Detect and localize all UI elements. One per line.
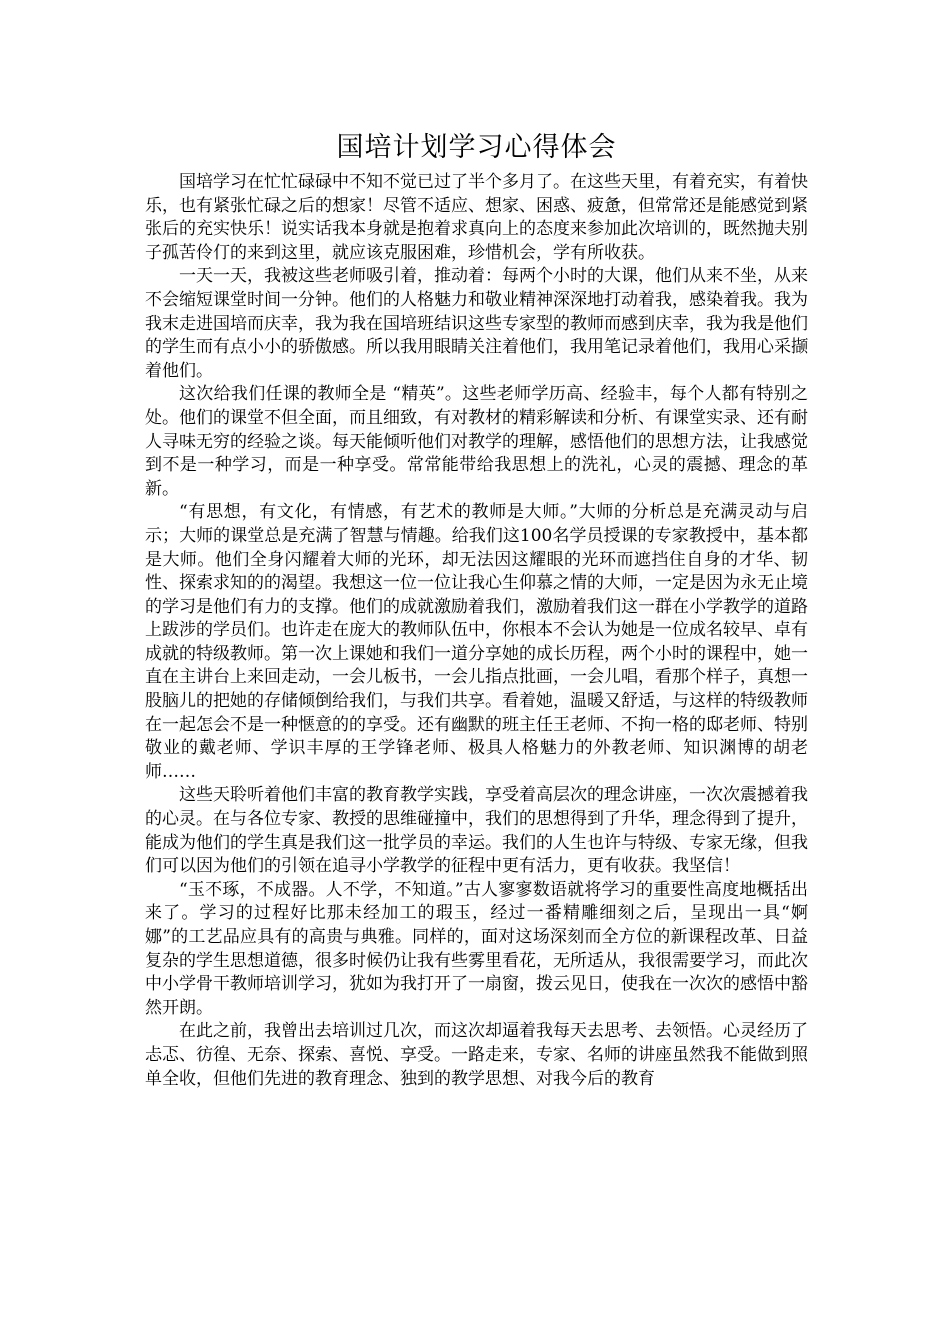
paragraph-1: 国培学习在忙忙碌碌中不知不觉已过了半个多月了。在这些天里，有着充实，有着快乐，也有紧张忙碌之后的想家！尽管不适应、想家、困惑、疲惫，但常常还是能感觉到紧张后的充实快乐！说实话我本身就是抱着求真向上的态度来参加此次培训的，既然抛夫别子孤苦伶仃的来到这里，就应该克服困难，珍惜机会，学有所收获。 [145,172,808,263]
document-title: 国培计划学习心得体会 [336,132,617,163]
paragraph-2: 一天一天，我被这些老师吸引着，推动着：每两个小时的大课，他们从来不坐，从来不会缩短课堂时间一分钟。他们的人格魅力和敬业精神深深地打动着我，感染着我。我为我末走进国培而庆幸，我为我在国培班结识这些专家型的教师而感到庆幸，我为我是他们的学生而有点小小的骄傲感。所以我用眼睛关注着他们，我用笔记录着他们，我用心采撷着他们。 [145,266,808,381]
paragraph-3: 这次给我们任课的教师全是 “精英”。这些老师学历高、经验丰，每个人都有特别之处。他们的课堂不但全面，而且细致，有对教材的精彩解读和分析、有课堂实录、还有耐人寻味无穷的经验之谈。每天能倾听他们对教学的理解，感悟他们的思想方法，让我感觉到不是一种学习，而是一种享受。常常能带给我思想上的洗礼，心灵的震撼、理念的革新。 [145,384,808,499]
document-page [145,128,808,1091]
paragraph-5: 这些天聆听着他们丰富的教育教学实践，享受着高层次的理念讲座，一次次震撼着我的心灵。在与各位专家、教授的思维碰撞中，我们的思想得到了升华，理念得到了提升，能成为他们的学生真是我们这一批学员的幸运。我们的人生也许与特级、专家无缘，但我们可以因为他们的引领在追寻小学教学的征程中更有活力，更有收获。我坚信！ [145,785,808,877]
paragraph-4: “有思想，有文化，有情感，有艺术的教师是大师。”大师的分析总是充满灵动与启示；大师的课堂总是充满了智慧与情趣。给我们这100名学员授课的专家教授中，基本都是大师。他们全身闪耀着大师的光环，却无法因这耀眼的光环而遮挡住自身的才华、韧性、探索求知的的渴望。我想这一位一位让我心生仰慕之情的大师，一定是因为永无止境的学习是他们有力的支撑。他们的成就激励着我们，激励着我们这一群在小学教学的道路上跋涉的学员们。也许走在庞大的教师队伍中，你根本不会认为她是一位成名较早、卓有成就的特级教师。第一次上课她和我们一道分享她的成长历程，两个小时的课程中，她一直在主讲台上来回走动，一会儿板书，一会儿指点批画，一会儿唱，看那个样子，真想一股脑儿的把她的存储倾倒给我们，与我们共享。看着她，温暖又舒适，与这样的特级教师在一起怎会不是一种惬意的的享受。还有幽默的班主任王老师、不拘一格的邸老师、特别敬业的戴老师、学识丰厚的王学锋老师、极具人格魅力的外教老师、知识渊博的胡老师…… [145,502,808,782]
paragraph-6: “玉不琢，不成器。人不学，不知道。”古人寥寥数语就将学习的重要性高度地概括出来了。学习的过程好比那未经加工的瑕玉，经过一番精雕细刻之后，呈现出一具“婀娜”的工艺品应具有的高贵与典雅。同样的，面对这场深刻而全方位的新课程改革、日益复杂的学生思想道德，很多时候仍让我有些雾里看花，无所适从，我很需要学习，而此次中小学骨干教师培训学习，犹如为我打开了一扇窗，拨云见日，使我在一次次的感悟中豁然开朗。 [145,879,808,1018]
paragraph-7: 在此之前，我曾出去培训过几次，而这次却逼着我每天去思考、去领悟。心灵经历了忐忑、彷徨、无奈、探索、喜悦、享受。一路走来，专家、名师的讲座虽然我不能做到照单全收，但他们先进的教育理念、独到的教学思想、对我今后的教育 [145,1021,808,1089]
